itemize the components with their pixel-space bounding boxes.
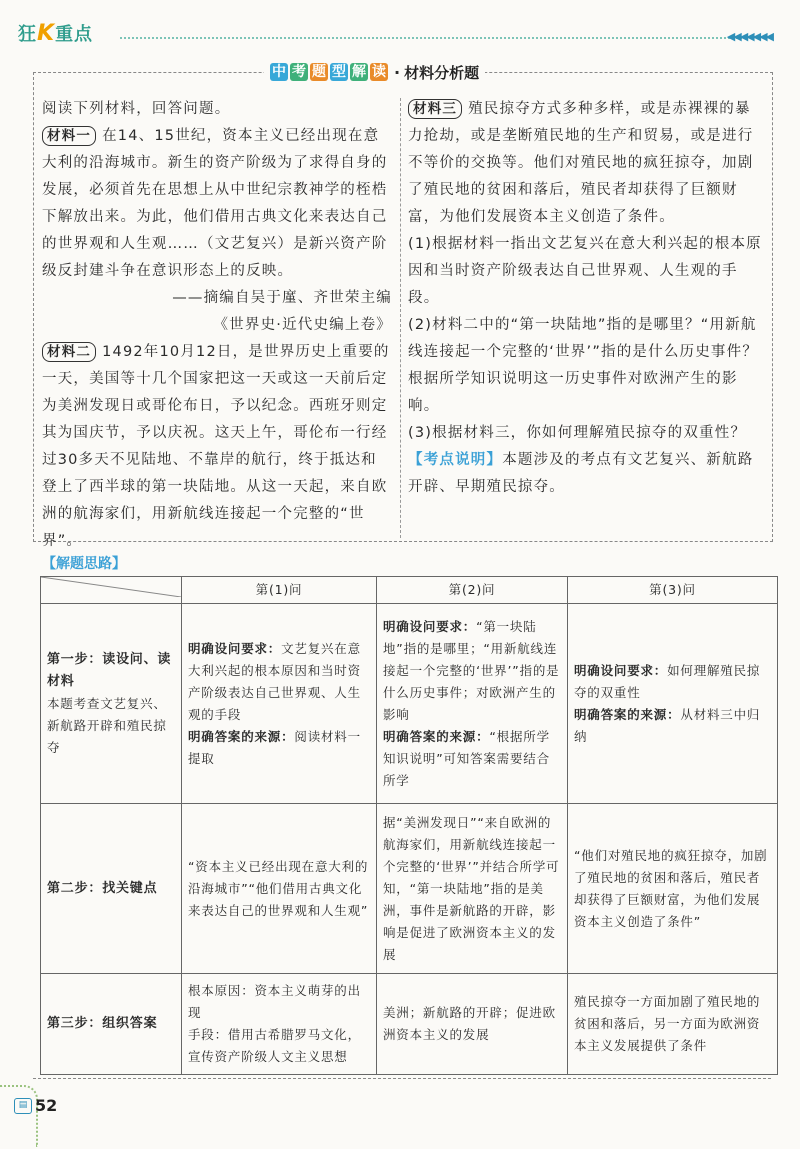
- book-icon: ▤: [14, 1098, 32, 1114]
- step-cell: [41, 974, 182, 1075]
- left-column: [42, 96, 392, 555]
- intro-text: 阅读下列材料，回答问题。: [42, 101, 231, 117]
- banner-char: 考: [292, 64, 306, 80]
- cell-text: “根据所学知识说明”可知答案需要结合所学: [383, 728, 550, 788]
- page-number: [14, 1096, 57, 1115]
- step-desc: 本题考查文艺复兴、新航路开辟和殖民掠夺: [47, 695, 167, 755]
- key-points-label: 【考点说明】: [408, 452, 503, 468]
- table-row: [41, 604, 778, 804]
- table-cell: 据“美洲发现日”“来自欧洲的航海家们，用新航线连接起一个完整的‘世界’”并结合所学可知，“第一块陆地”指的是美洲，事件是新航路的开辟，影响是促进了欧洲资本主义的发展: [377, 804, 568, 974]
- cell-text: 阅读材料一提取: [188, 728, 361, 766]
- table-cell: [377, 604, 568, 804]
- header-arrows-icon: ◀◀◀◀◀◀◀: [726, 30, 772, 43]
- banner-subtitle: 材料分析题: [404, 63, 480, 82]
- table-cell: [182, 604, 377, 804]
- table-cell: 美洲；新航路的开辟；促进欧洲资本主义的发展: [377, 974, 568, 1075]
- table-cell: 根本原因：资本主义萌芽的出现 手段：借用古希腊罗马文化，宣传资产阶级人文主义思想: [182, 974, 377, 1075]
- step-cell: [41, 804, 182, 974]
- corner-decoration: [0, 1085, 38, 1147]
- solution-table: [40, 576, 778, 1075]
- right-column: [408, 96, 763, 501]
- banner-char: 中: [272, 64, 286, 80]
- step-title: 第三步：组织答案: [47, 1016, 158, 1031]
- cell-label: 明确答案的来源：: [574, 706, 681, 722]
- material-two-text: 1492年10月12日，是世界历史上重要的一天，美国等十几个国家把这一天或这一天前后定为美洲发现日或哥伦布日，予以纪念。西班牙则定其为国庆节，予以庆祝。这天上午，哥伦布一行经过30多天不见陆地、不靠岸的航行，终于抵达和登上了西半球的第一块陆地。从这一天起，来自欧洲的航海家们，用新航线连接起一个完整的“世界”。: [42, 344, 390, 549]
- material-one-text: 在14、15世纪，资本主义已经出现在意大利的沿海城市。新生的资产阶级为了求得自身的发展，必须首先在思想上从中世纪宗教神学的桎梏下解放出来。为此，他们借用古典文化来表达自己的世界观和人生观……（文艺复兴）是新兴资产阶级反封建斗争在意识形态上的反映。: [42, 128, 388, 279]
- banner-char: 题: [312, 64, 326, 80]
- material-one-tag: 材料一: [42, 126, 96, 146]
- material-one-source: ——摘编自吴于廑、齐世荣主编: [172, 290, 392, 306]
- cell-text: 文艺复兴在意大利兴起的根本原因和当时资产阶级表达自己世界观、人生观的手段: [188, 640, 361, 722]
- banner-char: 读: [372, 64, 386, 80]
- material-one: [42, 123, 392, 285]
- page-bottom-rule: [33, 1078, 771, 1079]
- section-banner: [264, 60, 485, 84]
- cell-label: 明确设问要求：: [383, 618, 477, 634]
- table-header-row: [41, 577, 778, 604]
- cell-label: 明确设问要求：: [574, 662, 668, 678]
- question-one: (1)根据材料一指出文艺复兴在意大利兴起的根本原因和当时资产阶级表达自己世界观、人生观的手段。: [408, 236, 762, 306]
- cell-text: “第一块陆地”指的是哪里；“用新航线连接起一个完整的‘世界’”指的是什么历史事件；对欧洲产生的影响: [383, 618, 560, 722]
- table-row: [41, 974, 778, 1075]
- table-cell: “资本主义已经出现在意大利的沿海城市”“他们借用古典文化来表达自己的世界观和人生观”: [182, 804, 377, 974]
- material-three-text: 殖民掠夺方式多种多样，或是赤裸裸的暴力抢劫，或是垄断殖民地的生产和贸易，或是进行不等价的交换等。他们对殖民地的疯狂掠夺，加剧了殖民地的贫困和落后，殖民者却获得了巨额财富，为他们发展资本主义创造了条件。: [408, 101, 754, 225]
- table-row: [41, 804, 778, 974]
- cell-label: 明确设问要求：: [188, 640, 282, 656]
- diagonal-line: [41, 577, 181, 597]
- cell-text: 如何理解殖民掠夺的双重性: [574, 662, 761, 700]
- material-two: [42, 339, 392, 555]
- header-dotted-line: [120, 37, 742, 39]
- cell-label: 明确答案的来源：: [383, 728, 490, 744]
- question-three: (3)根据材料三，你如何理解殖民掠夺的双重性？: [408, 425, 747, 441]
- page-number-text: 52: [35, 1096, 58, 1115]
- material-one-book: 《世界史·近代史编上卷》: [213, 317, 392, 333]
- banner-char: 解: [352, 64, 366, 80]
- table-header: 第(3)问: [568, 577, 778, 604]
- table-header: 第(1)问: [182, 577, 377, 604]
- table-cell: “他们对殖民地的疯狂掠夺，加剧了殖民地的贫困和落后，殖民者却获得了巨额财富，为他们发展资本主义创造了条件”: [568, 804, 778, 974]
- banner-char: 型: [332, 64, 346, 80]
- step-title: 第二步：找关键点: [47, 880, 158, 896]
- material-three-tag: 材料三: [408, 99, 462, 119]
- key-points-text: 本题涉及的考点有文艺复兴、新航路开辟、早期殖民掠夺。: [408, 452, 754, 495]
- cell-text: 从材料三中归纳: [574, 706, 761, 744]
- material-three: [408, 96, 763, 231]
- question-two: (2)材料二中的“第一块陆地”指的是哪里？“用新航线连接起一个完整的‘世界’”指的是什么历史事件？根据所学知识说明这一历史事件对欧洲产生的影响。: [408, 317, 759, 414]
- cell-label: 明确答案的来源：: [188, 728, 295, 744]
- step-title: 第一步：读设问、读材料: [47, 651, 172, 689]
- brand-logo: [18, 18, 93, 48]
- key-points: [408, 447, 763, 501]
- brand-text: 狂K重点: [18, 21, 94, 46]
- material-two-tag: 材料二: [42, 342, 96, 362]
- table-cell: [568, 604, 778, 804]
- column-divider: [400, 98, 401, 538]
- step-cell: [41, 604, 182, 804]
- banner-separator: ·: [394, 62, 401, 82]
- solution-thinking-label: 【解题思路】: [42, 556, 126, 572]
- table-cell: 殖民掠夺一方面加剧了殖民地的贫困和落后，另一方面为欧洲资本主义发展提供了条件: [568, 974, 778, 1075]
- table-corner-cell: [41, 577, 182, 604]
- table-header: 第(2)问: [377, 577, 568, 604]
